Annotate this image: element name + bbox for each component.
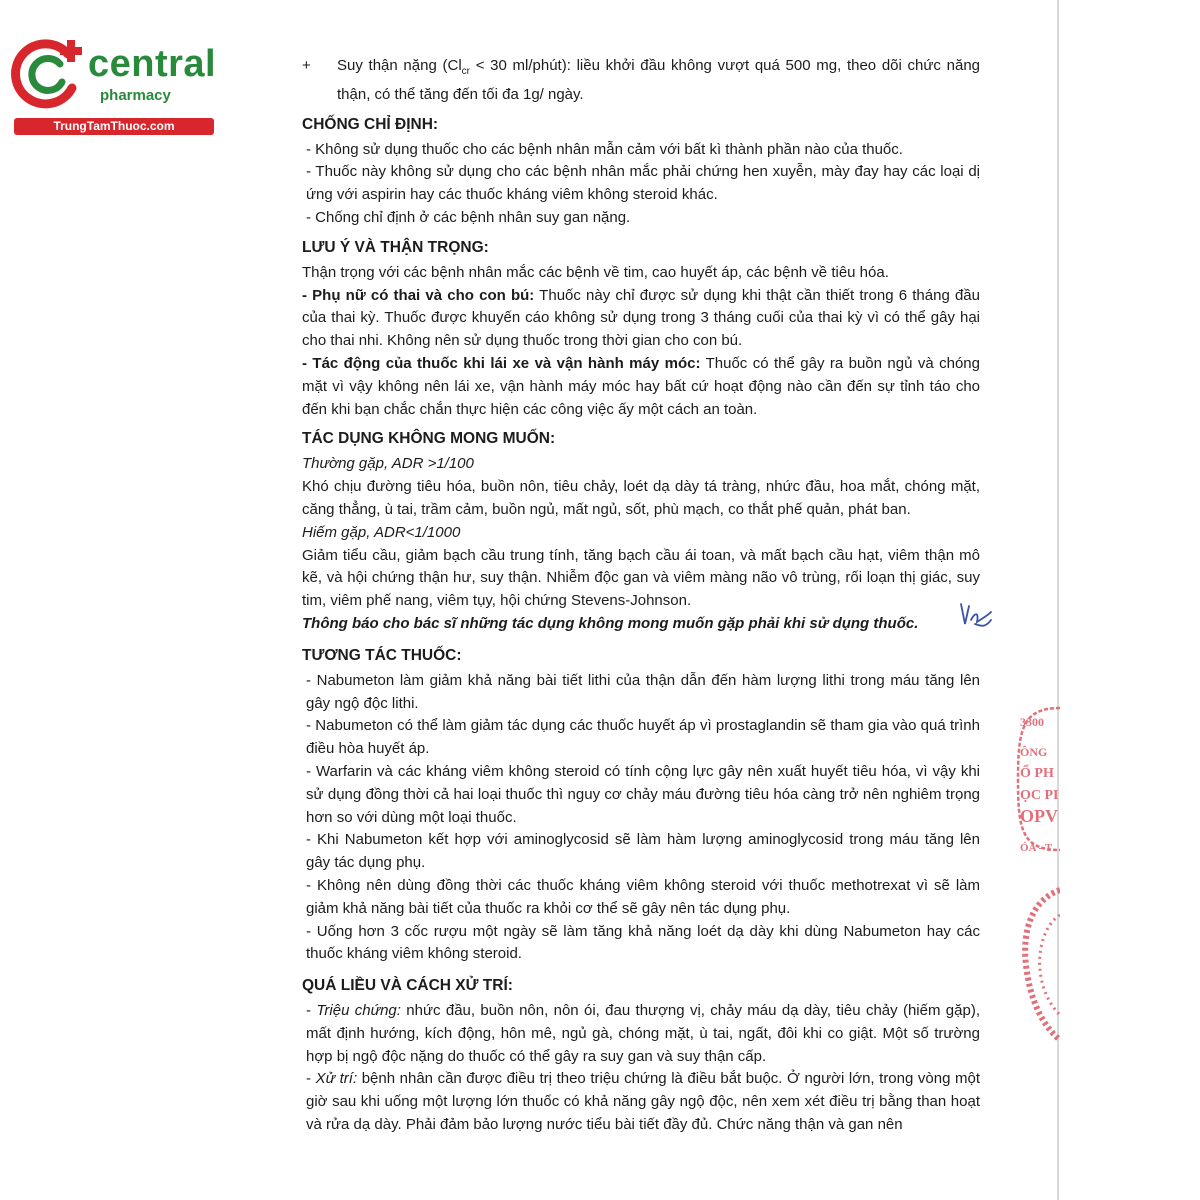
precautions-heading: LƯU Ý VÀ THẬN TRỌNG: — [302, 238, 489, 256]
symptoms-text: nhức đầu, buồn nôn, nôn ói, đau thượng vị, chảy máu dạ dày, tiêu chảy (hiếm gặp), mất định hướng, kích động, hôn mê, ngủ gà, chóng mặt, ù tai, ngất, đôi khi co giật. Một số trường hợp bị ngộ độc nặng do thuốc có thể gây ra suy gan và suy thận cấp. — [306, 1002, 980, 1065]
contraindication-item: - Thuốc này không sử dụng cho các bệnh nhân mắc phải chứng hen xuyễn, mày đay hay các loại dị ứng với aspirin hay các thuốc kháng viêm không steroid khác. — [306, 163, 980, 204]
symptoms-prefix: - — [306, 1002, 317, 1020]
contraindications-heading: CHỐNG CHỈ ĐỊNH: — [302, 115, 439, 133]
interactions-heading: TƯƠNG TÁC THUỐC: — [302, 646, 462, 664]
interaction-item: - Nabumeton làm giảm khả năng bài tiết lithi của thận dẫn đến hàm lượng lithi trong máu tăng lên gây ngộ độc lithi. — [306, 671, 980, 712]
interaction-item: - Nabumeton có thể làm giảm tác dụng các thuốc huyết áp vì prostaglandin sẽ tham gia vào quá trình điều hòa huyết áp. — [306, 717, 980, 758]
plus-bullet: + — [302, 57, 311, 74]
renal-dose-text-b: < 30 ml/phút): liều khởi đầu không vượt quá 500 mg, theo dõi chức năng thận, có thể tăng đến tối đa 1g/ ngày. — [337, 57, 980, 103]
interaction-item: - Không nên dùng đồng thời các thuốc kháng viêm không steroid với thuốc methotrexat vì sẽ làm giảm khả năng bài tiết của thuốc ra khỏi cơ thể sẽ gây nên tác dụng phụ. — [306, 876, 980, 917]
company-stamp — [1012, 700, 1060, 1060]
stamp-text-fragment: ÔNG — [1020, 745, 1048, 759]
renal-dose-text-a: Suy thận nặng (Cl — [337, 57, 462, 74]
pregnancy-text: Thuốc này chỉ được sử dụng khi thật cần thiết trong 6 tháng đầu của thai kỳ. Thuốc được khuyến cáo không sử dụng trong 3 tháng cuối của thai kỳ vì có thể gây hại cho thai nhi. Không nên sử dụng thuốc trong thời gian cho con bú. — [302, 286, 980, 350]
logo-brand-name: central — [88, 43, 217, 85]
central-pharmacy-logo — [10, 38, 215, 138]
driving-label: - Tác động của thuốc khi lái xe và vận hành máy móc: — [302, 354, 701, 372]
driving-text: Thuốc có thể gây ra buồn ngủ và chóng mặt vì vậy không nên lái xe, vận hành máy móc hay bất cứ hoạt động nào cần đến sự tỉnh táo cho đến khi bạn chắc chắn thực hiện các công việc ấy một cách an toàn. — [302, 354, 980, 418]
rare-adr-label: Hiếm gặp, ADR<1/1000 — [302, 523, 461, 541]
common-adr-label: Thường gặp, ADR >1/100 — [302, 455, 474, 473]
stamp-text-fragment: Ổ PH — [1020, 766, 1054, 781]
interaction-item: - Uống hơn 3 cốc rượu một ngày sẽ làm tăng khả năng loét dạ dày khi dùng Nabumeton hay các thuốc kháng viêm không steroid. — [306, 922, 980, 963]
treatment-prefix: - — [306, 1070, 316, 1088]
common-adr-text: Khó chịu đường tiêu hóa, buồn nôn, tiêu chảy, loét dạ dày tá tràng, nhức đầu, hoa mắt, chóng mặt, căng thẳng, ù tai, trầm cảm, buồn ngủ, mất ngủ, sốt, phù mạch, co thắt phế quản, phát ban. — [302, 478, 980, 518]
overdose-heading: QUÁ LIỀU VÀ CÁCH XỬ TRÍ: — [302, 977, 513, 995]
renal-dose-text — [337, 55, 980, 107]
rare-adr-text: Giảm tiểu cầu, giảm bạch cầu trung tính, tăng bạch cầu ái toan, và mất bạch cầu hạt, viêm thận mô kẽ, và hội chứng thận hư, suy thận. Nhiễm độc gan và viêm màng não vô trùng, rối loạn thị giác, suy tim, viêm phế nang, viêm tụy, hội chứng Stevens-Johnson. — [302, 546, 980, 610]
adr-notice: Thông báo cho bác sĩ những tác dụng không mong muốn gặp phải khi sử dụng thuốc. — [302, 614, 919, 632]
renal-dose-item — [302, 55, 980, 107]
stamp-text-fragment: ỌC PI — [1020, 788, 1059, 803]
logo-subtitle: pharmacy — [100, 87, 171, 104]
symptoms-label: Triệu chứng: — [316, 1002, 401, 1020]
stamp-text-fragment: OPV — [1020, 806, 1058, 826]
contraindication-item: - Không sử dụng thuốc cho các bệnh nhân mẫn cảm với bất kì thành phần nào của thuốc. — [306, 140, 903, 158]
adverse-effects-heading: TÁC DỤNG KHÔNG MONG MUỐN: — [302, 430, 556, 448]
renal-dose-subscript: cr — [461, 66, 470, 77]
overdose-treatment — [302, 1068, 980, 1136]
handwritten-initials-icon — [955, 598, 995, 632]
contraindication-item: - Chống chỉ định ở các bệnh nhân suy gan nặng. — [306, 208, 631, 226]
pregnancy-label: - Phụ nữ có thai và cho con bú: — [302, 286, 535, 304]
logo-website: TrungTamThuoc.com — [14, 118, 214, 135]
leaflet-text — [302, 55, 980, 1137]
interaction-item: - Warfarin và các kháng viêm không steroid có tính cộng lực gây nên xuất huyết tiêu hóa, vì vậy khi sử dụng đồng thời cả hai loại thuốc thì nguy cơ chảy máu đường tiêu hóa càng trở nên nghiêm trọng hơn so với dùng một loại thuốc. — [306, 762, 980, 826]
precautions-intro: Thận trọng với các bệnh nhân mắc các bệnh về tim, cao huyết áp, các bệnh về tiêu hóa. — [302, 263, 889, 281]
interaction-item: - Khi Nabumeton kết hợp với aminoglycosid sẽ làm hàm lượng aminoglycosid trong máu tăng lên gây tác dụng phụ. — [306, 831, 980, 872]
stamp-text-fragment: ÓA - T — [1020, 842, 1053, 854]
pharmacy-cross-logo-icon — [10, 38, 88, 110]
overdose-symptoms — [302, 1000, 980, 1068]
stamp-text-fragment: 3300 — [1020, 715, 1044, 729]
treatment-text: bệnh nhân cần được điều trị theo triệu chứng là điều bắt buộc. Ở người lớn, trong vòng một giờ sau khi uống một lượng lớn thuốc có khả năng gây ngộ độc, nên xem xét điều trị bằng than hoạt và rửa dạ dày. Phải đảm bảo lượng nước tiểu bài tiết đầy đủ. Chức năng thận và gan nên — [306, 1070, 980, 1134]
treatment-label: Xử trí: — [315, 1070, 358, 1088]
driving-paragraph — [302, 353, 980, 421]
pregnancy-paragraph — [302, 285, 980, 353]
